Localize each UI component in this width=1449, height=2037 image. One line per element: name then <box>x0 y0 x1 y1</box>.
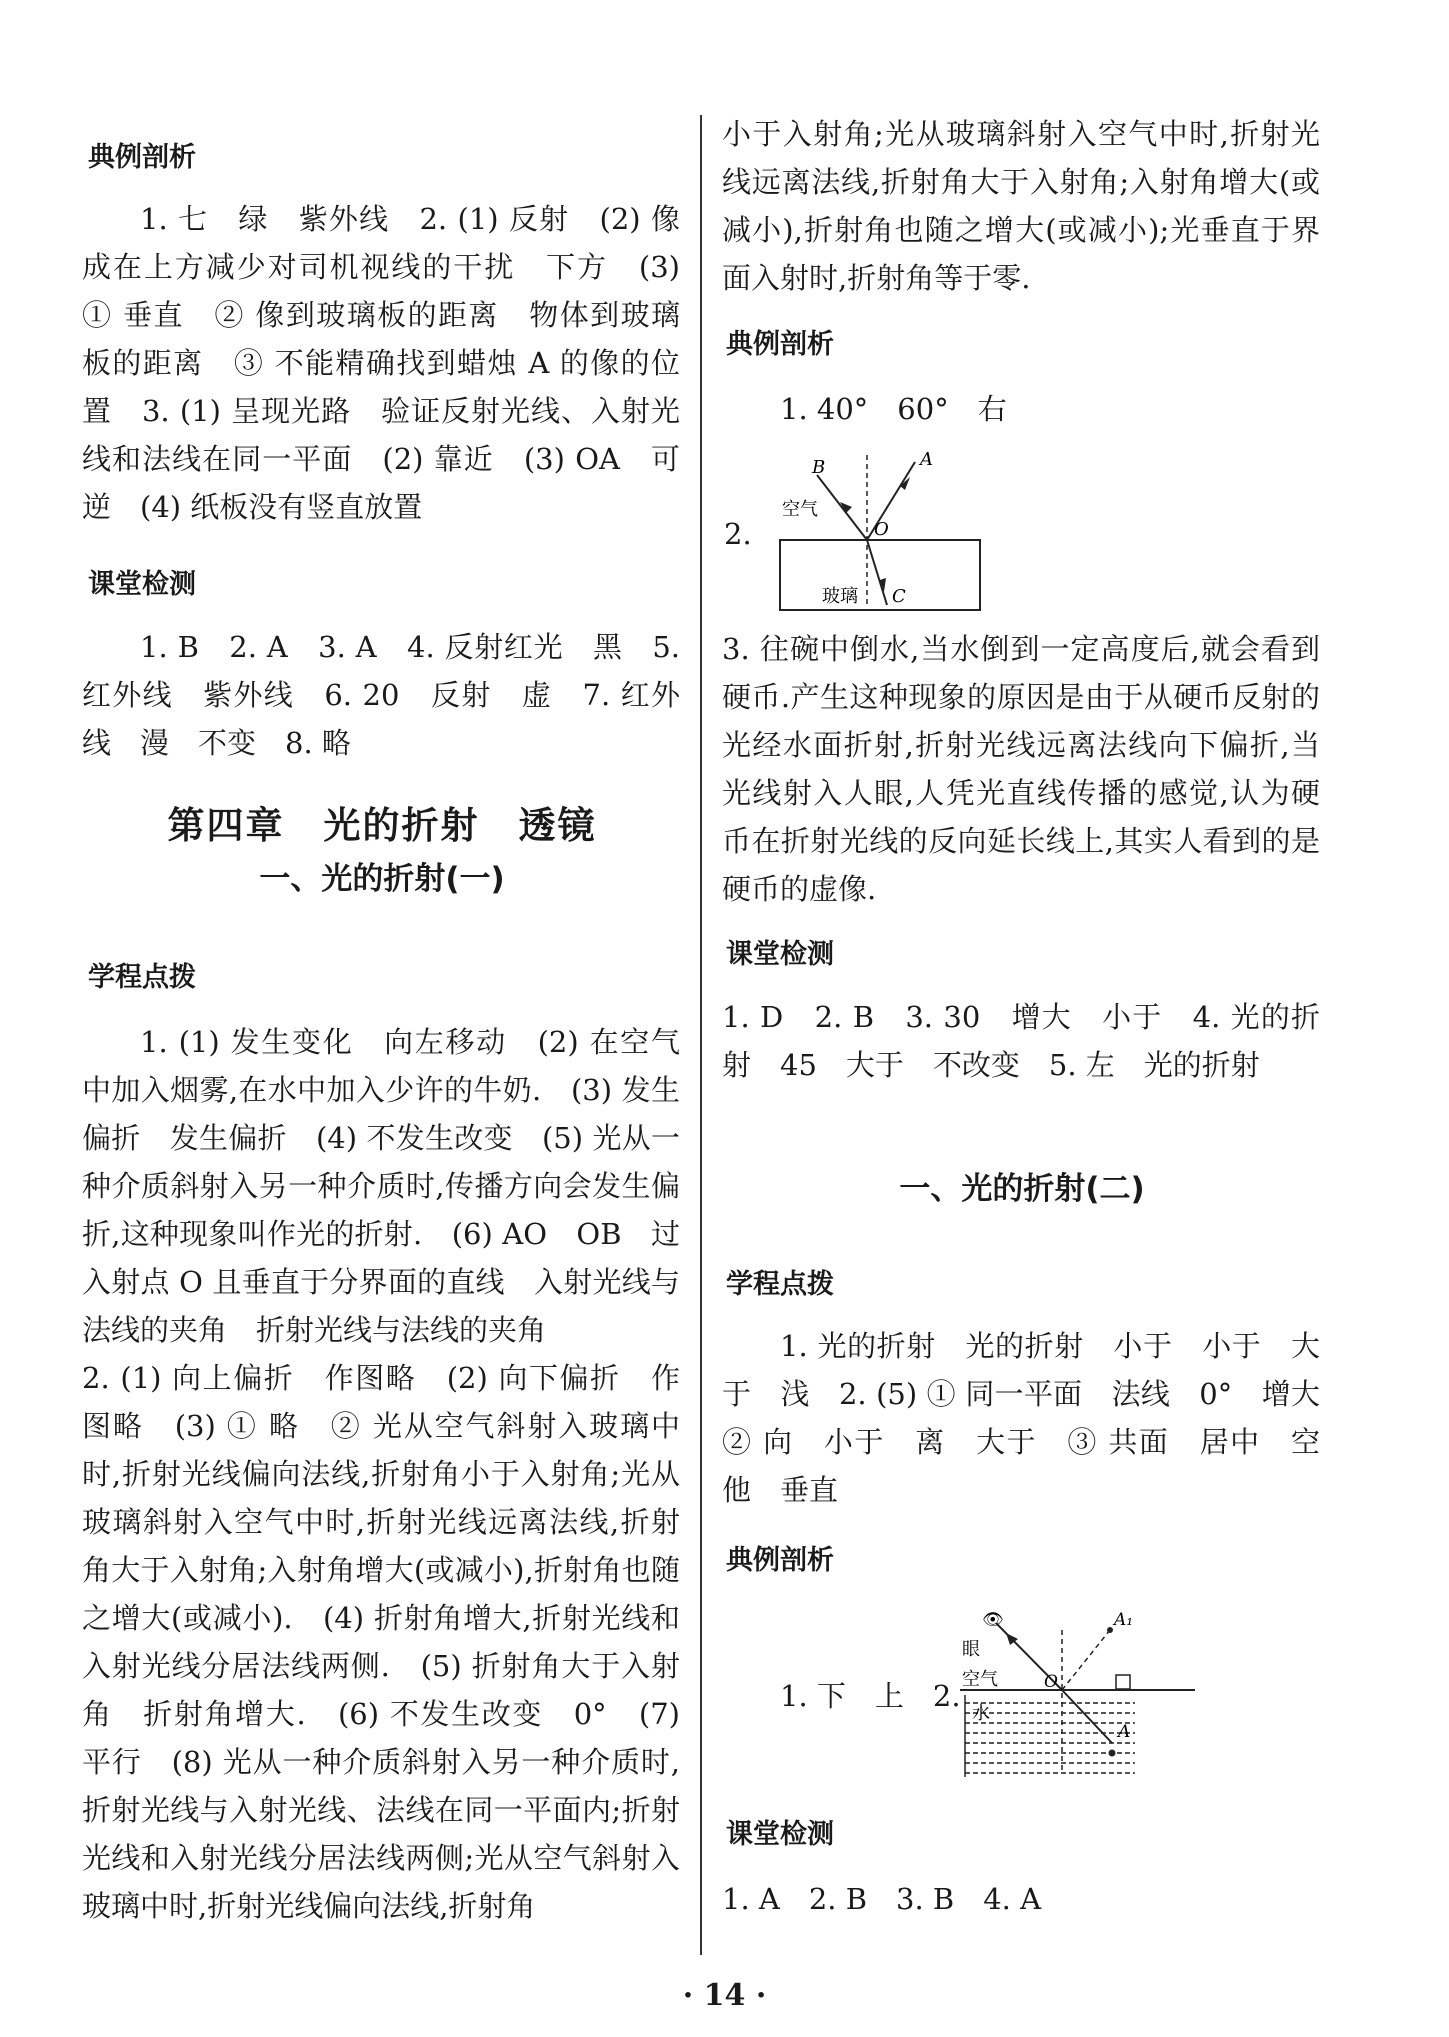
refraction-diagram-2 <box>960 1595 1200 1780</box>
example-answer-3: 3. 往碗中倒水,当水倒到一定高度后,就会看到硬币.产生这种现象的原因是由于从硬币反射的光经水面折射,折射光线远离法线向下偏折,当光线射入人眼,人凭光直线传播的感觉,认为硬币在折射光线的反向延长线上,其实人看到的是硬币的虚像. <box>722 632 1320 906</box>
example-answer-2-label: 2. <box>724 517 752 551</box>
heading-classroom-check: 课堂检测 <box>726 939 834 970</box>
page-number: · 14 · <box>682 1978 767 2013</box>
example-answer-1: 1. 40° 60° 右 <box>780 392 1007 426</box>
label-A1: A₁ <box>1114 1610 1134 1630</box>
label-B: B <box>812 457 826 478</box>
classroom-check-answers-2: 1. A 2. B 3. B 4. A <box>722 1882 1042 1916</box>
heading-example-analysis: 典例剖析 <box>88 142 196 173</box>
classroom-check-answers: 1. D 2. B 3. 30 增大 小于 4. 光的折射 45 大于 不改变 5. 左 光的折射 <box>722 1000 1320 1082</box>
heading-classroom-check-2: 课堂检测 <box>726 1819 834 1850</box>
heading-learning-guide: 学程点拨 <box>88 962 196 993</box>
refraction-diagram-1 <box>762 440 982 615</box>
column-divider <box>700 115 702 1955</box>
glass-block <box>780 540 980 610</box>
label-water: 水 <box>972 1703 990 1724</box>
section-title: 一、光的折射(一) <box>259 861 505 897</box>
heading-learning-guide: 学程点拨 <box>726 1269 834 1300</box>
chapter-title: 第四章 光的折射 透镜 <box>167 804 597 847</box>
label-air: 空气 <box>962 1669 998 1690</box>
label-glass: 玻璃 <box>822 586 858 607</box>
label-O: O <box>874 519 889 540</box>
example-answers-b: 1. 下 上 2. <box>780 1679 961 1713</box>
refracted-ray <box>867 540 887 605</box>
eye-icon: 👁 <box>982 1610 1004 1630</box>
ray-from-object <box>1062 1690 1112 1743</box>
example-analysis-answers: 1. 七 绿 紫外线 2. (1) 反射 (2) 像成在上方减少对司机视线的干扰 下方 (3) ① 垂直 ② 像到玻璃板的距离 物体到玻璃板的距离 ③ 不能精确找到蜡烛 A 的像的位置 3. (1) 呈现光路 验证反射光线、入射光线和法线在同一平面 (2) 靠近 (3) OA 可逆 (4) 纸板没有竖直放置 <box>82 202 680 524</box>
virtual-image-point <box>1107 1627 1113 1633</box>
label-air: 空气 <box>782 499 818 520</box>
continued-answer-text: 小于入射角;光从玻璃斜射入空气中时,折射光线远离法线,折射角大于入射角;入射角增大(或减小),折射角也随之增大(或减小);光垂直于界面入射时,折射角等于零. <box>722 117 1320 295</box>
label-A: A <box>920 449 933 470</box>
learning-guide-answers: 1. 光的折射 光的折射 小于 小于 大于 浅 2. (5) ① 同一平面 法线 0° 增大 ② 向 小于 离 大于 ③ 共面 居中 空 他 垂直 <box>722 1329 1350 1507</box>
heading-classroom-check: 课堂检测 <box>88 569 196 600</box>
learning-guide-answers-1: 1. (1) 发生变化 向左移动 (2) 在空气中加入烟雾,在水中加入少许的牛奶. (3) 发生偏折 发生偏折 (4) 不发生改变 (5) 光从一种介质斜射入另一种介质时,传播方向会发生偏折,这种现象叫作光的折射. (6) AO OB 过入射点 O 且垂直于分界面的直线 入射光线与法线的夹角 折射光线与法线的夹角 <box>82 1025 680 1347</box>
label-O: O <box>1044 1672 1058 1692</box>
label-C: C <box>892 586 906 607</box>
right-angle-mark <box>1116 1675 1130 1689</box>
virtual-ray <box>1062 1630 1110 1690</box>
heading-example-analysis-2: 典例剖析 <box>726 1545 834 1576</box>
object-point <box>1109 1750 1116 1757</box>
learning-guide-answers-2: 2. (1) 向上偏折 作图略 (2) 向下偏折 作图略 (3) ① 略 ② 光从空气斜射入玻璃中时,折射光线偏向法线,折射角小于入射角;光从玻璃斜射入空气中时,折射光线远离法线,折射角大于入射角;入射角增大(或减小),折射角也随之增大(或减小). (4) 折射角增大,折射光线和入射光线分居法线两侧. (5) 折射角大于入射角 折射角增大. (6) 不发生改变 0° (7) 平行 (8) 光从一种介质斜射入另一种介质时,折射光线与入射光线、法线在同一平面内;折射光线和入射光线分居法线两侧;光从空气斜射入玻璃中时,折射光线偏向法线,折射角 <box>82 1361 680 1923</box>
heading-example-analysis: 典例剖析 <box>726 329 834 360</box>
classroom-check-answers: 1. B 2. A 3. A 4. 反射红光 黑 5. 红外线 紫外线 6. 20 反射 虚 7. 红外线 漫 不变 8. 略 <box>82 630 680 760</box>
water-fill <box>965 1703 1135 1773</box>
label-A: A <box>1118 1722 1131 1742</box>
incident-ray <box>817 475 867 540</box>
section-title-2: 一、光的折射(二) <box>899 1171 1145 1207</box>
label-eye: 眼 <box>962 1639 980 1660</box>
